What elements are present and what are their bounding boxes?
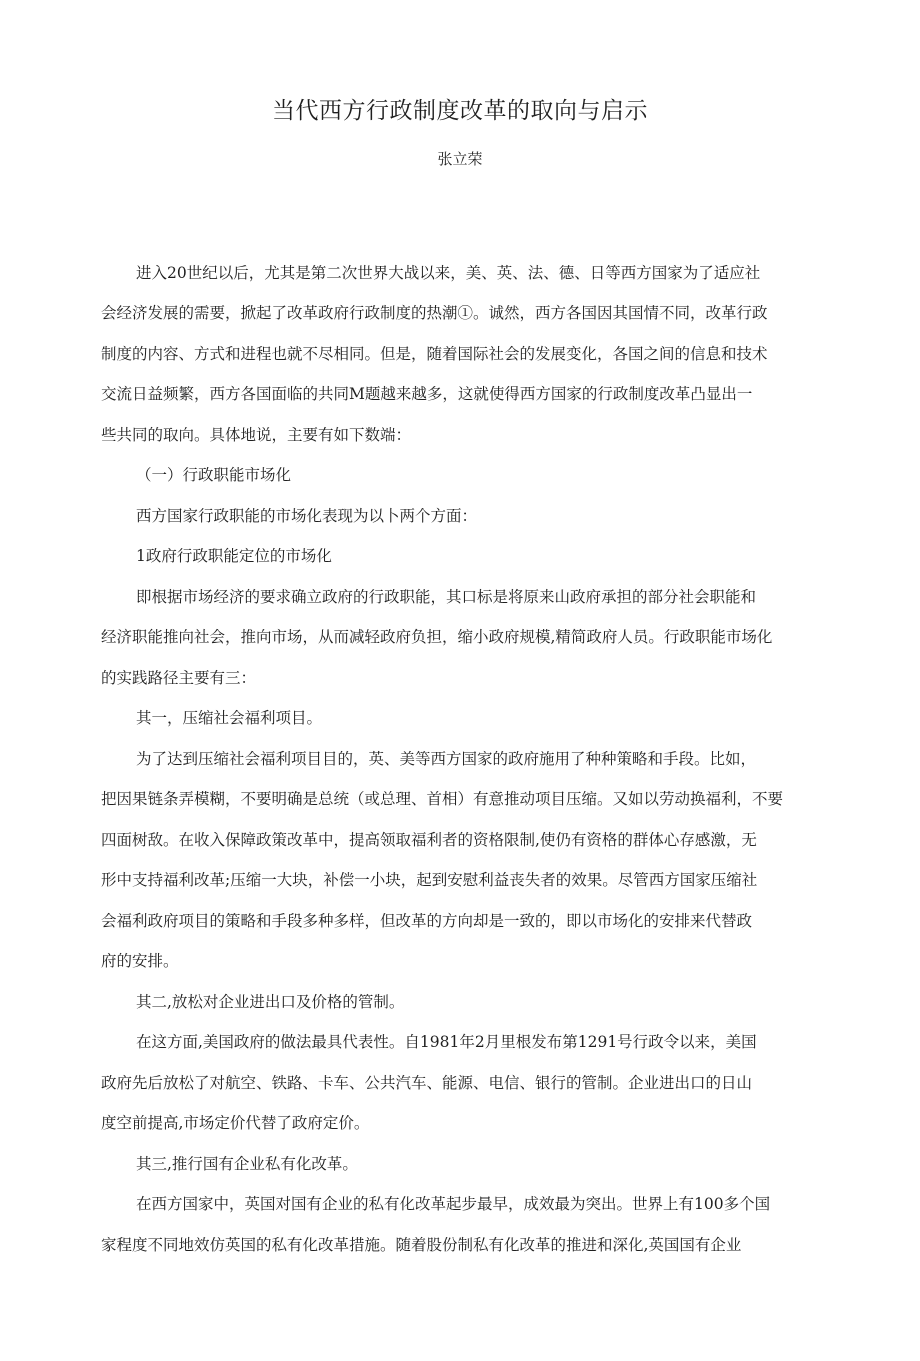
paragraph-line: 的实践路径主要有三：	[101, 669, 257, 687]
paragraph-line: 家程度不同地效仿英国的私有化改革措施。随着股份制私有化改革的推进和深化,英国国有企业	[101, 1236, 742, 1254]
subsection-heading: 1政府行政职能定位的市场化	[136, 547, 332, 565]
paragraph-line: 制度的内容、方式和进程也就不尽相同。但是，随着国际社会的发展变化，各国之间的信息和技术	[101, 345, 768, 363]
paragraph-line: 交流日益频繁，西方各国面临的共同M题越来越多，这就使得西方国家的行政制度改革凸显出一	[101, 385, 753, 403]
paragraph-line: 为了达到压缩社会福利项目目的，英、美等西方国家的政府施用了种种策略和手段。比如，	[136, 750, 757, 768]
paragraph-line: 会福利政府项目的策略和手段多种多样，但改革的方向却是一致的，即以市场化的安排来代替政	[101, 912, 753, 930]
author-name: 张立荣	[437, 150, 483, 168]
paragraph-line: 把因果链条弄模糊，不要明确是总统（或总理、首相）有意推动项目压缩。又如以劳动换福利，不要	[101, 790, 784, 808]
paragraph-line: 在这方面,美国政府的做法最具代表性。自1981年2月里根发布第1291号行政令以来，美国	[136, 1033, 757, 1051]
paragraph-line: 进入20世纪以后，尤其是第二次世界大战以来，美、英、法、德、日等西方国家为了适应社	[136, 264, 761, 282]
section-heading: （一）行政职能市场化	[136, 466, 292, 484]
paragraph-line: 即根据市场经济的要求确立政府的行政职能，其口标是将原来山政府承担的部分社会职能和	[136, 588, 757, 606]
paragraph-line: 在西方国家中，英国对国有企业的私有化改革起步最早，成效最为突出。世界上有100多个国	[136, 1195, 771, 1213]
paragraph-line: 西方国家行政职能的市场化表现为以卜两个方面：	[136, 507, 478, 525]
paragraph-line: 经济职能推向社会，推向市场，从而减轻政府负担，缩小政府规模,精简政府人员。行政职能市场化	[101, 628, 773, 646]
paragraph-line: 形中支持福利改革;压缩一大块，补偿一小块，起到安慰利益丧失者的效果。尽管西方国家压缩社	[101, 871, 758, 889]
paragraph-line: 四面树敌。在收入保障政策改革中，提高领取福利者的资格限制,使仍有资格的群体心存感激，无	[101, 831, 757, 849]
document-title: 当代西方行政制度改革的取向与启示	[272, 98, 648, 124]
item-heading: 其三,推行国有企业私有化改革。	[136, 1155, 358, 1173]
item-heading: 其二,放松对企业进出口及价格的管制。	[136, 993, 405, 1011]
item-heading: 其一，压缩社会福利项目。	[136, 709, 323, 727]
paragraph-line: 些共同的取向。具体地说，主要有如下数端：	[101, 426, 412, 444]
paragraph-line: 会经济发展的需要，掀起了改革政府行政制度的热潮①。诚然，西方各国因其国情不同，改革行政	[101, 304, 768, 322]
paragraph-line: 政府先后放松了对航空、铁路、卡车、公共汽车、能源、电信、银行的管制。企业进出口的日山	[101, 1074, 753, 1092]
paragraph-line: 府的安排。	[101, 952, 179, 970]
paragraph-line: 度空前提高,市场定价代替了政府定价。	[101, 1114, 370, 1132]
